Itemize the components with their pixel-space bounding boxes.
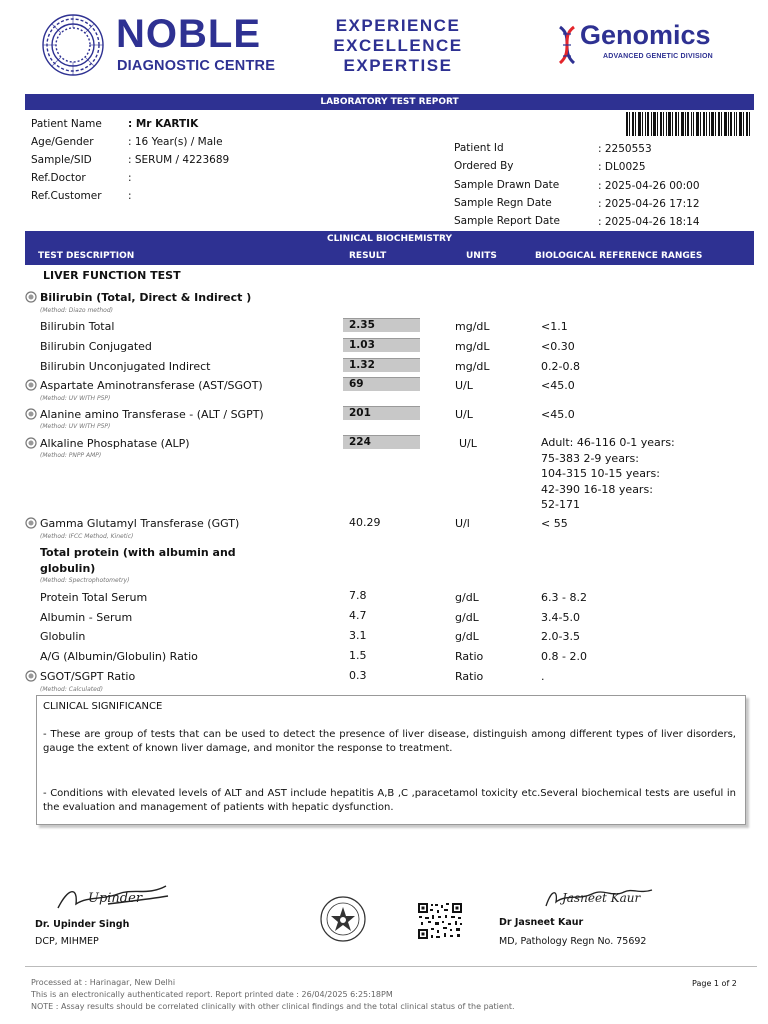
ref-line: 75-383 2-9 years: [541, 451, 639, 465]
test-method: (Method: UV WITH P5P) [40, 423, 111, 430]
tagline-2: EXCELLENCE [333, 36, 463, 55]
label-patient-name: Patient Name [31, 118, 102, 130]
ref-line: 52-171 [541, 498, 580, 512]
test-method: (Method: IFCC Method, Kinetic) [40, 533, 134, 540]
test-name: Globulin [40, 630, 86, 643]
value-age-gender: : 16 Year(s) / Male [128, 136, 223, 148]
brand-subtitle: DIAGNOSTIC CENTRE [117, 58, 276, 74]
clinical-significance-paragraph-1: - These are group of tests that can be used to detect the presence of liver disease, distinguish among different types of liver disorders, gauge the extent of known liver damage, and monitor the response to treatment. [43, 729, 736, 754]
label-ref-customer: Ref.Customer [31, 190, 102, 202]
label-report-date: Sample Report Date [454, 215, 560, 227]
test-reference: <45.0 [541, 379, 575, 392]
footer-processed: Processed at : Harinagar, New Delhi [31, 978, 176, 987]
ref-line: 42-390 16-18 years: [541, 482, 653, 496]
test-result: 224 [343, 435, 420, 449]
value-ref-doctor: : [128, 172, 132, 184]
accreditation-seal-icon [319, 895, 367, 943]
bilirubin-group-title: Bilirubin (Total, Direct & Indirect ) [40, 291, 252, 304]
test-unit: g/dL [455, 611, 479, 624]
nabl-badge-icon [25, 379, 37, 391]
test-unit: Ratio [455, 650, 484, 663]
test-name: Protein Total Serum [40, 591, 148, 604]
test-name: Aspartate Aminotransferase (AST/SGOT) [40, 379, 263, 392]
clinical-significance-box [36, 695, 746, 825]
test-unit: U/L [459, 437, 477, 450]
test-unit: mg/dL [455, 340, 490, 353]
test-unit: g/dL [455, 630, 479, 643]
test-method: (Method: Calculated) [40, 686, 103, 693]
label-age-gender: Age/Gender [31, 136, 94, 148]
test-name: Bilirubin Conjugated [40, 340, 152, 353]
signatory-left-name: Dr. Upinder Singh [35, 919, 130, 930]
test-reference: <1.1 [541, 320, 568, 333]
test-unit: U/l [455, 517, 470, 530]
test-result: 2.35 [343, 318, 420, 332]
test-reference: 0.8 - 2.0 [541, 650, 587, 663]
test-result: 1.32 [343, 358, 420, 372]
test-name: Albumin - Serum [40, 611, 133, 624]
value-ref-customer: : [128, 190, 132, 202]
test-result: 1.5 [349, 649, 367, 662]
test-reference: 0.2-0.8 [541, 360, 580, 373]
test-reference: < 55 [541, 517, 568, 530]
label-ordered-by: Ordered By [454, 160, 514, 172]
partner-name: Genomics [580, 20, 711, 50]
test-result: 40.29 [349, 516, 381, 529]
label-regn-date: Sample Regn Date [454, 197, 552, 209]
test-reference-lines [541, 435, 675, 513]
test-unit: U/L [455, 379, 473, 392]
protein-method: (Method: Spectrophotometry) [40, 577, 130, 584]
test-reference: <0.30 [541, 340, 575, 353]
test-name: Bilirubin Unconjugated Indirect [40, 360, 211, 373]
signature-left-text: Upinder [88, 891, 143, 906]
label-sample-sid: Sample/SID [31, 154, 92, 166]
qr-code-image [417, 902, 463, 940]
nabl-badge-icon [25, 670, 37, 682]
brand-name: NOBLE [116, 12, 261, 56]
nabl-badge-icon [25, 437, 37, 449]
test-result: 7.8 [349, 589, 367, 602]
barcode-image [626, 112, 750, 136]
panel-title: LIVER FUNCTION TEST [43, 269, 181, 282]
signatory-right-title: MD, Pathology Regn No. 75692 [499, 936, 647, 947]
test-unit: g/dL [455, 591, 479, 604]
nabl-badge-icon [25, 291, 37, 303]
value-report-date: : 2025-04-26 18:14 [598, 216, 700, 228]
footer-note: NOTE : Assay results should be correlated clinically with other clinical findings and the total clinical status of the patient. [31, 1002, 515, 1011]
signature-right-text: Jasneet Kaur [562, 891, 641, 905]
report-title-bar [25, 94, 754, 110]
value-regn-date: : 2025-04-26 17:12 [598, 198, 700, 210]
test-reference: 2.0-3.5 [541, 630, 580, 643]
value-sample-sid: : SERUM / 4223689 [128, 154, 230, 166]
label-drawn-date: Sample Drawn Date [454, 179, 560, 191]
protein-group-title-1: Total protein (with albumin and [40, 546, 236, 559]
ref-line: 104-315 10-15 years: [541, 467, 660, 481]
section-bar [25, 231, 754, 247]
signature-left-image [48, 878, 188, 918]
test-name: Alkaline Phosphatase (ALP) [40, 437, 190, 450]
clinical-significance-title: CLINICAL SIGNIFICANCE [43, 701, 163, 712]
nabl-badge-icon [25, 517, 37, 529]
test-result: 4.7 [349, 609, 367, 622]
test-method: (Method: PNPP AMP) [40, 452, 102, 459]
ref-line: Adult: 46-116 0-1 years: [541, 436, 675, 449]
test-reference: 6.3 - 8.2 [541, 591, 587, 604]
tagline-3: EXPERTISE [343, 56, 453, 75]
col-result: RESULT [349, 251, 387, 261]
value-drawn-date: : 2025-04-26 00:00 [598, 180, 700, 192]
col-reference-ranges: BIOLOGICAL REFERENCE RANGES [535, 251, 703, 261]
signatory-right-name: Dr Jasneet Kaur [499, 917, 584, 928]
bilirubin-method: (Method: Diazo method) [40, 307, 113, 314]
dna-icon [556, 25, 578, 65]
test-name: Alanine amino Transferase - (ALT / SGPT) [40, 408, 264, 421]
test-name: Bilirubin Total [40, 320, 115, 333]
test-unit: mg/dL [455, 360, 490, 373]
value-ordered-by: : DL0025 [598, 161, 646, 173]
protein-group-title-2: globulin) [40, 562, 96, 575]
test-unit: U/L [455, 408, 473, 421]
partner-subtitle: ADVANCED GENETIC DIVISION [603, 53, 713, 60]
clinical-significance-paragraph-2: - Conditions with elevated levels of ALT and AST include hepatitis A,B ,C ,paracetamol toxicity etc.Several biochemical tests are useful in the evaluation and management of patients with hepatic dysfunction. [43, 788, 736, 813]
footer-divider [25, 966, 757, 967]
report-title: LABORATORY TEST REPORT [320, 97, 459, 107]
test-name: Gamma Glutamyl Transferase (GGT) [40, 517, 240, 530]
test-name: A/G (Albumin/Globulin) Ratio [40, 650, 198, 663]
footer-authentication: This is an electronically authenticated report. Report printed date : 26/04/2025 6:25:18PM [31, 990, 393, 999]
test-method: (Method: UV WITH P5P) [40, 395, 111, 402]
page-number: Page 1 of 2 [692, 979, 737, 988]
test-result: 3.1 [349, 629, 367, 642]
test-result: 1.03 [343, 338, 420, 352]
test-result: 69 [343, 377, 420, 391]
col-units: UNITS [466, 251, 497, 261]
signatory-left-title: DCP, MIHMEP [35, 936, 99, 947]
signature-right-image [540, 880, 660, 916]
test-unit: mg/dL [455, 320, 490, 333]
col-test-description: TEST DESCRIPTION [38, 251, 135, 261]
test-name: SGOT/SGPT Ratio [40, 670, 136, 683]
label-ref-doctor: Ref.Doctor [31, 172, 86, 184]
test-reference: 3.4-5.0 [541, 611, 580, 624]
tagline-1: EXPERIENCE [335, 16, 461, 35]
label-patient-id: Patient Id [454, 142, 504, 154]
test-result: 0.3 [349, 669, 367, 682]
test-result: 201 [343, 406, 420, 420]
value-patient-name: : Mr KARTIK [128, 118, 199, 130]
test-unit: Ratio [455, 670, 484, 683]
noble-logo-icon [40, 12, 106, 78]
test-reference: . [541, 670, 545, 683]
test-reference: <45.0 [541, 408, 575, 421]
value-patient-id: : 2250553 [598, 143, 652, 155]
section-title: CLINICAL BIOCHEMISTRY [326, 234, 453, 244]
nabl-badge-icon [25, 408, 37, 420]
